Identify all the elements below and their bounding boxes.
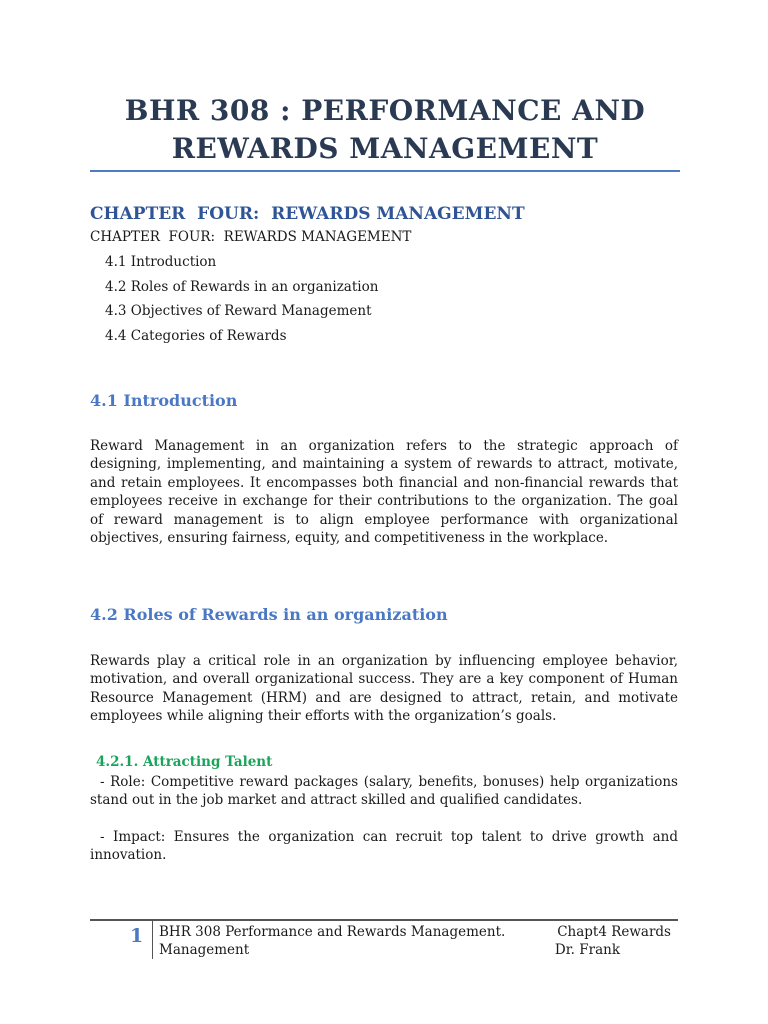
toc-item: 4.4 Categories of Rewards: [105, 327, 287, 344]
footer-course-title: BHR 308 Performance and Rewards Management.: [159, 924, 506, 940]
subsection-heading-attracting-talent: 4.2.1. Attracting Talent: [96, 754, 273, 770]
roles-paragraph: Rewards play a critical role in an organization by influencing employee behavior, motivation, and overall organizational success. They are a key component of Human Resource Management (HRM) and are designed to attract, retain, and motivate employees while aligning their efforts with the organization’s goals.: [90, 653, 678, 725]
footer-course-title-cont: Management: [159, 942, 250, 958]
chapter-subtitle: CHAPTER FOUR: REWARDS MANAGEMENT: [90, 229, 412, 245]
footer-vertical-rule: [152, 921, 153, 959]
toc-item: 4.1 Introduction: [105, 254, 217, 270]
impact-bullet: - Impact: Ensures the organization can recruit top talent to drive growth and innovation.: [90, 829, 678, 863]
role-bullet: - Role: Competitive reward packages (salary, benefits, bonuses) help organizations stand out in the job market and attract skilled and qualified candidates.: [90, 774, 678, 808]
footer-divider: [90, 919, 678, 921]
footer-chapter: Chapt4 Rewards: [557, 924, 671, 940]
document-title: [90, 92, 680, 168]
footer-author: Dr. Frank: [554, 942, 620, 958]
chapter-heading: CHAPTER FOUR: REWARDS MANAGEMENT: [90, 204, 525, 224]
section-heading-roles: 4.2 Roles of Rewards in an organization: [90, 605, 448, 624]
title-divider: [90, 170, 680, 172]
toc-item: 4.2 Roles of Rewards in an organization: [105, 278, 379, 295]
document-title-line1: BHR 308 : PERFORMANCE AND: [124, 94, 646, 127]
introduction-paragraph: Reward Management in an organization refers to the strategic approach of designing, implementing, and maintaining a system of rewards to attract, motivate, and retain employees. It encompasses both financial and non-financial rewards that employees receive in exchange for their contributions to the organization. The goal of reward management is to align employee performance with organizational objectives, ensuring fairness, equity, and competitiveness in the workplace.: [90, 438, 678, 547]
document-title-line2: REWARDS MANAGEMENT: [171, 132, 599, 165]
footer: [159, 923, 671, 959]
toc-item: 4.3 Objectives of Reward Management: [105, 303, 372, 319]
table-of-contents: [105, 253, 378, 351]
page-number: 1: [130, 925, 144, 947]
section-heading-introduction: 4.1 Introduction: [90, 391, 238, 410]
